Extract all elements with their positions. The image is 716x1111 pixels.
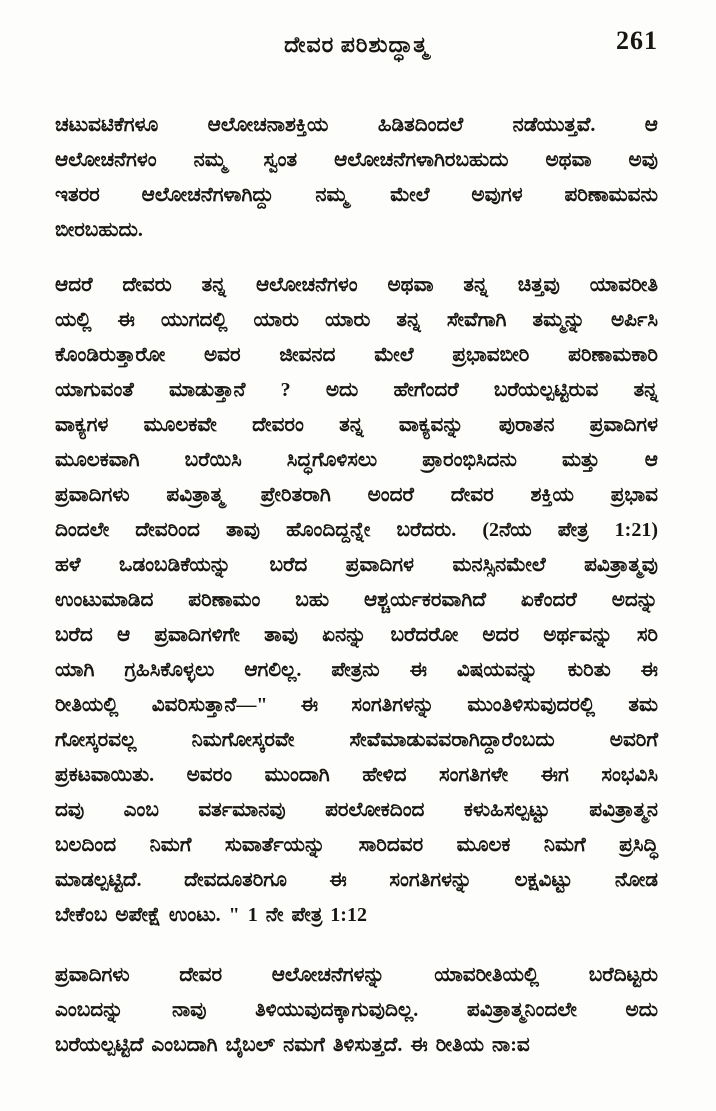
text-line: ಪ್ರವಾದಿಗಳು ದೇವರ ಆಲೋಚನೆಗಳನ್ನು ಯಾವರೀತಿಯಲ್ಲಿ ಬರೆದಿಟ್ಟರು: [55, 964, 658, 986]
text-line: ಯಾಗಿ ಗ್ರಹಿಸಿಕೊಳ್ಳಲು ಆಗಲಿಲ್ಲ. ಪೇತ್ರನು ಈ ವಿಷಯವನ್ನು ಕುರಿತು ಈ: [55, 659, 658, 681]
text-line: ಮಾಡಲ್ಪಟ್ಟಿದೆ. ದೇವದೂತರಿಗೂ ಈ ಸಂಗತಿಗಳನ್ನು ಲಕ್ಷವಿಟ್ಟು ನೋಡ: [55, 869, 658, 891]
text-line: ರೀತಿಯಲ್ಲಿ ವಿವರಿಸುತ್ತಾನೆ—" ಈ ಸಂಗತಿಗಳನ್ನು ಮುಂತಿಳಿಸುವುದರಲ್ಲಿ ತಮ: [55, 694, 658, 716]
page-title: ದೇವರ ಪರಿಶುದ್ಧಾತ್ಮ: [284, 32, 429, 57]
running-header: [55, 0, 658, 68]
text-line: ಬಲದಿಂದ ನಿಮಗೆ ಸುವಾರ್ತೆಯನ್ನು ಸಾರಿದವರ ಮೂಲಕ ನಿಮಗೆ ಪ್ರಸಿದ್ಧಿ: [55, 834, 658, 856]
text-line: ಕೊಂಡಿರುತ್ತಾರೋ ಅವರ ಜೀವನದ ಮೇಲೆ ಪ್ರಭಾವಬೀರಿ ಪರಿಣಾಮಕಾರಿ: [55, 344, 658, 366]
text-line: ಆದರೆ ದೇವರು ತನ್ನ ಆಲೋಚನೆಗಳಂ ಅಥವಾ ತನ್ನ ಚಿತ್ತವು ಯಾವರೀತಿ: [55, 274, 658, 296]
text-line: ಆಲೋಚನೆಗಳಂ ನಮ್ಮ ಸ್ವಂತ ಆಲೋಚನೆಗಳಾಗಿರಬಹುದು ಅಥವಾ ಅವು: [55, 149, 658, 171]
text-line: ಯಾಗುವಂತೆ ಮಾಡುತ್ತಾನೆ ? ಅದು ಹೇಗೆಂದರೆ ಬರೆಯಲ್ಪಟ್ಟಿರುವ ತನ್ನ: [55, 379, 658, 401]
text-line: ದವು ಎಂಬ ವರ್ತಮಾನವು ಪರಲೋಕದಿಂದ ಕಳುಹಿಸಲ್ಪಟ್ಟು ಪವಿತ್ರಾತ್ಮನ: [55, 799, 658, 821]
text-line: ಇತರರ ಆಲೋಚನೆಗಳಾಗಿದ್ದು ನಮ್ಮ ಮೇಲೆ ಅವುಗಳ ಪರಿಣಾಮವನು: [55, 184, 658, 206]
text-line: ಪ್ರಕಟವಾಯಿತು. ಅವರಂ ಮುಂದಾಗಿ ಹೇಳಿದ ಸಂಗತಿಗಳೇ ಈಗ ಸಂಭವಿಸಿ: [55, 764, 658, 786]
text-line: ಉಂಟುಮಾಡಿದ ಪರಿಣಾಮಂ ಬಹು ಆಶ್ಚರ್ಯಕರವಾಗಿದೆ ಏಕೆಂದರೆ ಅದನ್ನು: [55, 589, 658, 611]
page-number: 261: [616, 26, 658, 55]
text-line: ಹಳೆ ಒಡಂಬಡಿಕೆಯನ್ನು ಬರೆದ ಪ್ರವಾದಿಗಳ ಮನಸ್ಸಿನಮೇಲೆ ಪವಿತ್ರಾತ್ಮವು: [55, 554, 658, 576]
text-line: ದಿಂದಲೇ ದೇವರಿಂದ ತಾವು ಹೊಂದಿದ್ದನ್ನೇ ಬರೆದರು. (2ನೆಯ ಪೇತ್ರ 1:21): [55, 519, 658, 541]
text-line: ಮೂಲಕವಾಗಿ ಬರೆಯಿಸಿ ಸಿದ್ಧಗೊಳಿಸಲು ಪ್ರಾರಂಭಿಸಿದನು ಮತ್ತು ಆ: [55, 449, 658, 471]
text-line: ಯಲ್ಲಿ ಈ ಯುಗದಲ್ಲಿ ಯಾರು ಯಾರು ತನ್ನ ಸೇವೆಗಾಗಿ ತಮ್ಮನ್ನು ಅರ್ಪಿಸಿ: [55, 309, 658, 331]
text-line: ಬರೆಯಲ್ಪಟ್ಟಿದೆ ಎಂಬದಾಗಿ ಬೈಬಲ್ ನಮಗೆ ತಿಳಿಸುತ್ತದೆ. ಈ ರೀತಿಯ ನಾ:ವ: [55, 1034, 530, 1056]
text-line: ಚಟುವಟಿಕೆಗಳೂ ಆಲೋಚನಾಶಕ್ತಿಯ ಹಿಡಿತದಿಂದಲೆ ನಡೆಯುತ್ತವೆ. ಆ: [55, 114, 658, 136]
paragraph-1: [55, 108, 658, 248]
text-line: ಪ್ರವಾದಿಗಳು ಪವಿತ್ರಾತ್ಮ ಪ್ರೇರಿತರಾಗಿ ಅಂದರೆ ದೇವರ ಶಕ್ತಿಯ ಪ್ರಭಾವ: [55, 484, 658, 506]
paragraph-2: [55, 268, 658, 933]
text-line: ವಾಕ್ಯಗಳ ಮೂಲಕವೇ ದೇವರಂ ತನ್ನ ವಾಕ್ಯವನ್ನು ಪುರಾತನ ಪ್ರವಾದಿಗಳ: [55, 414, 658, 436]
paragraph-3: [55, 958, 658, 1063]
text-line: ಎಂಬದನ್ನು ನಾವು ತಿಳಿಯುವುದಕ್ಕಾಗುವುದಿಲ್ಲ. ಪವಿತ್ರಾತ್ಮನಿಂದಲೇ ಅದು: [55, 999, 658, 1021]
text-line: ಗೋಸ್ಕರವಲ್ಲ ನಿಮಗೋಸ್ಕರವೇ ಸೇವೆಮಾಡುವವರಾಗಿದ್ದಾರೆಂಬದು ಅವರಿಗೆ: [55, 729, 658, 751]
text-line: ಬೇಕೆಂಬ ಅಪೇಕ್ಷೆ ಉಂಟು. " 1 ನೇ ಪೇತ್ರ 1:12: [55, 904, 367, 926]
text-line: ಬೀರಬಹುದು.: [55, 219, 143, 241]
text-line: ಬರೆದ ಆ ಪ್ರವಾದಿಗಳಿಗೇ ತಾವು ಏನನ್ನು ಬರೆದರೋ ಅದರ ಅರ್ಥವನ್ನು ಸರಿ: [55, 624, 658, 646]
